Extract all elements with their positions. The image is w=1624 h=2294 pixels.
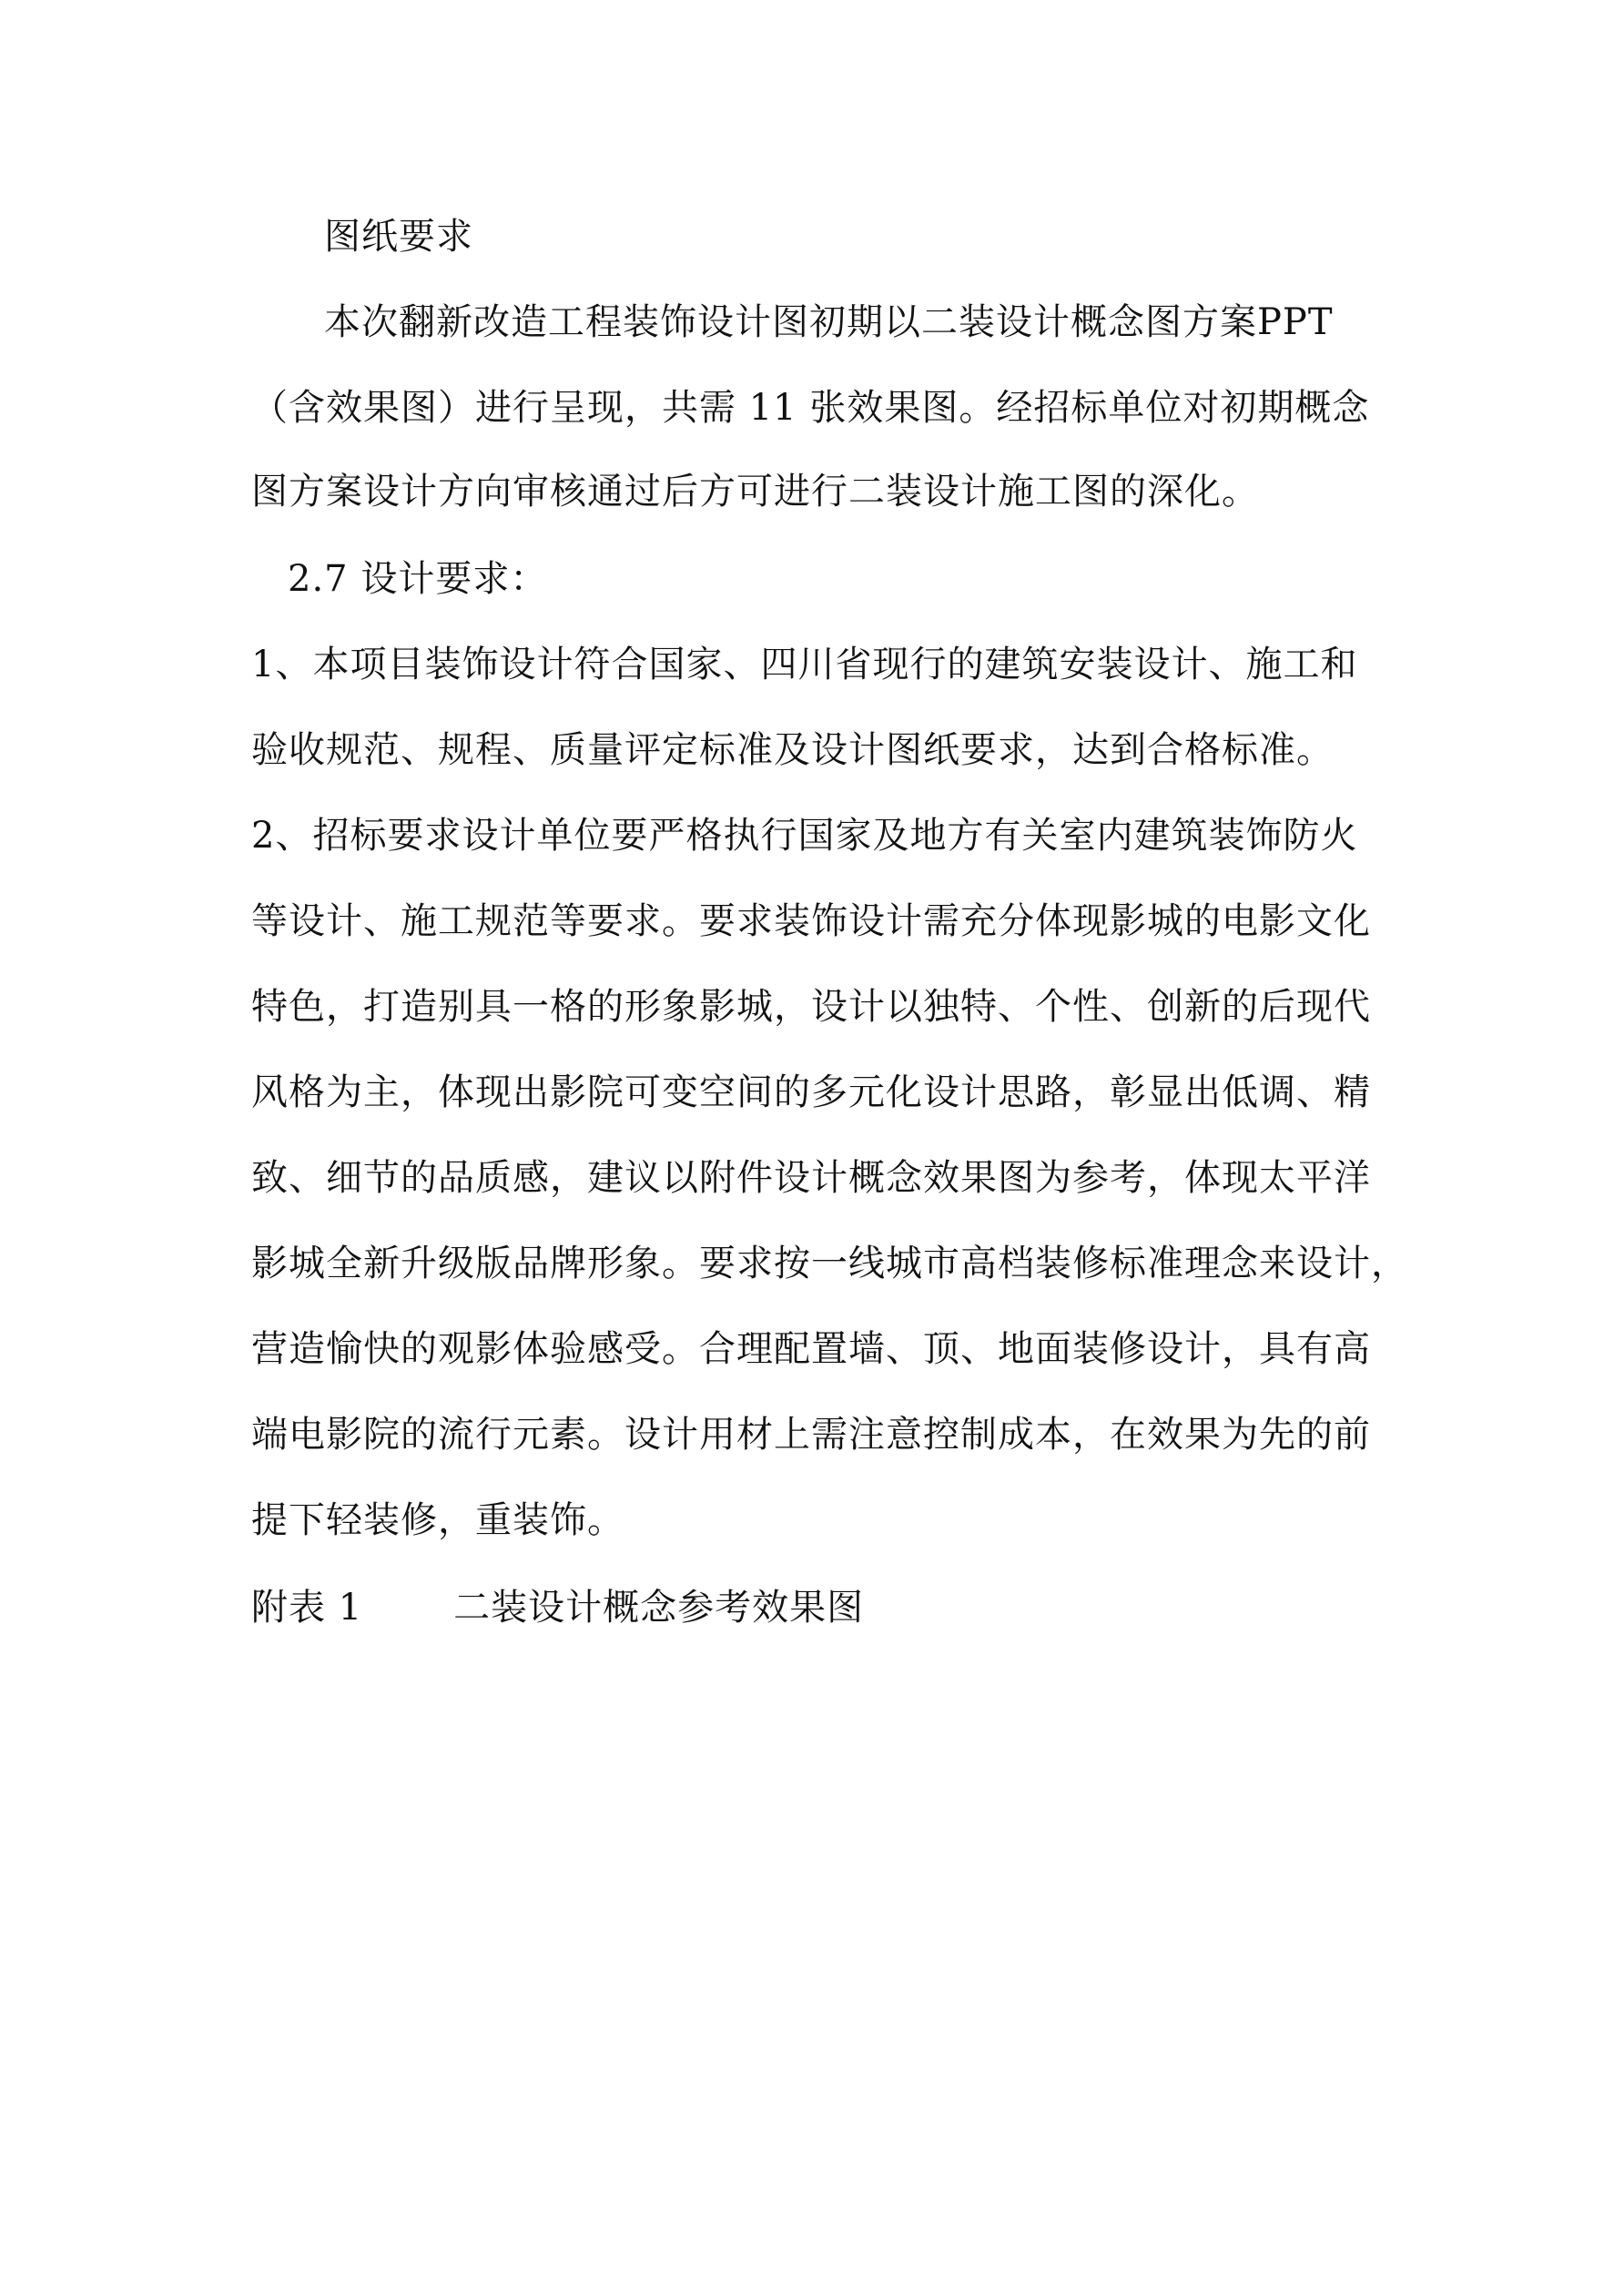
item2-line-2: 等设计、施工规范等要求。要求装饰设计需充分体现影城的电影文化 [251,900,1371,942]
item2-line-4: 风格为主，体现出影院可变空间的多元化设计思路，彰显出低调、精 [251,1071,1371,1113]
item2-line-7: 营造愉快的观影体验感受。合理配置墙、顶、地面装修设计，具有高 [251,1328,1371,1370]
item2-line-3: 特色，打造别具一格的形象影城，设计以独特、个性、创新的后现代 [251,986,1371,1028]
item2-line-8: 端电影院的流行元素。设计用材上需注意控制成本，在效果为先的前 [251,1414,1371,1456]
intro-line-2: （含效果图）进行呈现，共需 11 张效果图。经招标单位对初期概念 [251,387,1370,429]
appendix-label: 附表 1 [251,1587,363,1629]
item1-line-2: 验收规范、规程、质量评定标准及设计图纸要求，达到合格标准。 [251,729,1334,771]
intro-line-1: 本次翻新改造工程装饰设计图初期以二装设计概念图方案PPT [324,301,1334,343]
intro-line-3: 图方案设计方向审核通过后方可进行二装设计施工图的深化。 [251,471,1259,513]
item2-line-5: 致、细节的品质感，建议以附件设计概念效果图为参考，体现太平洋 [251,1157,1371,1199]
item2-line-6: 影城全新升级版品牌形象。要求按一线城市高档装修标准理念来设计， [251,1243,1408,1284]
item2-line-9: 提下轻装修，重装饰。 [251,1499,624,1541]
section-title: 2.7 设计要求： [288,558,548,600]
appendix-title: 二装设计概念参考效果图 [453,1587,865,1629]
item1-line-1: 1、本项目装饰设计符合国家、四川省现行的建筑安装设计、施工和 [251,644,1358,685]
item2-line-1: 2、招标要求设计单位要严格执行国家及地方有关室内建筑装饰防火 [251,815,1358,857]
section-heading: 图纸要求 [324,216,473,258]
appendix-caption [251,1582,864,1633]
